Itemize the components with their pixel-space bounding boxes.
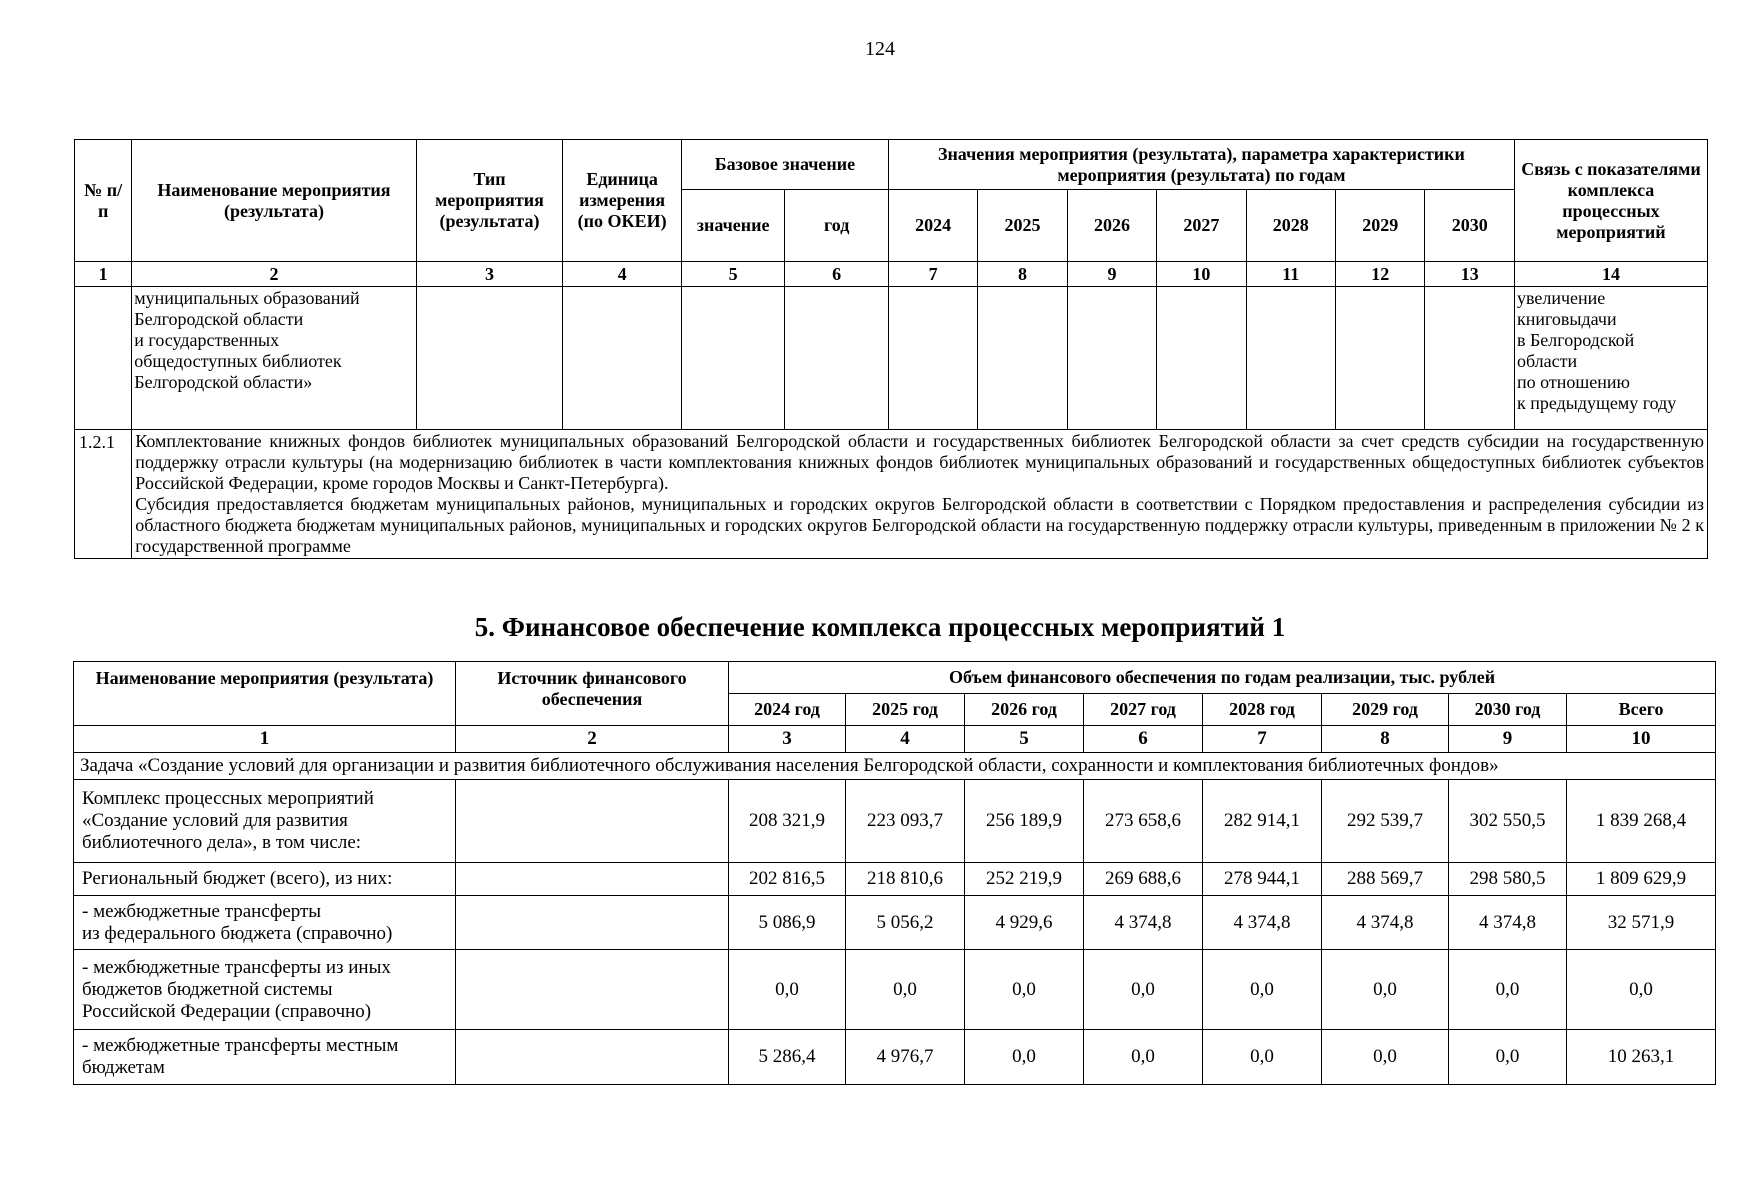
link-line: в Белгородской	[1516, 330, 1635, 350]
label-line: бюджетам	[82, 1057, 165, 1078]
column-number: 6	[785, 262, 889, 287]
header-year: 2025 год	[846, 694, 965, 726]
item-number: 1.2.1	[75, 430, 132, 559]
column-number: 2	[456, 726, 729, 753]
total-cell: 0,0	[1567, 950, 1716, 1030]
name-line: и государственных	[134, 330, 280, 350]
value-cell: 0,0	[1322, 1030, 1449, 1085]
value-cell: 0,0	[729, 950, 846, 1030]
header-values-group: Значения мероприятия (результата), параметра характеристики мероприятия (результата) по годам	[888, 140, 1514, 190]
value-cell: 0,0	[1449, 1030, 1567, 1085]
value-cell: 0,0	[965, 950, 1084, 1030]
value-cell: 282 914,1	[1203, 780, 1322, 863]
column-number: 13	[1425, 262, 1515, 287]
value-cell: 4 374,8	[1449, 896, 1567, 950]
column-number: 7	[888, 262, 977, 287]
header-year: 2026	[1067, 190, 1156, 262]
name-line: Белгородской области»	[134, 372, 313, 392]
column-number: 5	[681, 262, 785, 287]
section-title: 5. Финансовое обеспечение комплекса процессных мероприятий 1	[474, 612, 1286, 642]
row-label	[74, 780, 456, 863]
value-cell: 269 688,6	[1084, 863, 1203, 896]
column-number: 12	[1336, 262, 1425, 287]
value-cell: 0,0	[965, 1030, 1084, 1085]
header-year: 2024	[888, 190, 977, 262]
column-number: 14	[1514, 262, 1707, 287]
link-line: области	[1516, 351, 1578, 371]
description-paragraph: Субсидия предоставляется бюджетам муниципальных районов, муниципальных и городских округов Белгородской области в соответствии с Порядком предоставления и распределения субсидии из областного бюджета бюджетам муниципальных районов, муниципальных и городских округов Белгородской области на государственную поддержку отрасли культуры, приведенным в приложении № 2 к государственной программе	[135, 494, 1704, 556]
task-row	[74, 753, 1716, 780]
header-year: 2026 год	[965, 694, 1084, 726]
table-row	[74, 896, 1716, 950]
label-line: из федерального бюджета (справочно)	[82, 922, 393, 944]
header-year: 2027 год	[1084, 694, 1203, 726]
total-cell: 1 839 268,4	[1567, 780, 1716, 863]
header-volume: Объем финансового обеспечения по годам реализации, тыс. рублей	[729, 662, 1716, 694]
value-cell: 0,0	[1084, 1030, 1203, 1085]
header-base: Базовое значение	[681, 140, 888, 190]
column-numbers-row	[74, 726, 1716, 753]
header-year: 2027	[1157, 190, 1246, 262]
column-number: 1	[74, 726, 456, 753]
row-label	[74, 896, 456, 950]
column-number: 5	[965, 726, 1084, 753]
header-type: Тип мероприятия (результата)	[416, 140, 563, 262]
value-cell: 256 189,9	[965, 780, 1084, 863]
header-name: Наименование мероприятия (результата)	[74, 662, 456, 726]
value-cell: 4 374,8	[1322, 896, 1449, 950]
value-cell: 292 539,7	[1322, 780, 1449, 863]
header-source: Источник финансового обеспечения	[456, 662, 729, 726]
continued-link	[1514, 287, 1707, 430]
value-cell: 4 976,7	[846, 1030, 965, 1085]
value-cell: 5 086,9	[729, 896, 846, 950]
task-text: Задача «Создание условий для организации и развития библиотечного обслуживания населения Белгородской области, сохранности и комплектования библиотечных фондов»	[74, 753, 1716, 780]
total-cell: 1 809 629,9	[1567, 863, 1716, 896]
column-numbers-row	[75, 262, 1708, 287]
label-line: «Создание условий для развития	[82, 810, 348, 831]
value-cell: 302 550,5	[1449, 780, 1567, 863]
row-source	[456, 950, 729, 1030]
row-source	[456, 780, 729, 863]
column-number: 11	[1246, 262, 1335, 287]
row-label	[74, 950, 456, 1030]
value-cell: 5 056,2	[846, 896, 965, 950]
header-year: 2029	[1336, 190, 1425, 262]
column-number: 7	[1203, 726, 1322, 753]
column-number: 1	[75, 262, 132, 287]
table-row	[74, 780, 1716, 863]
header-base-value: значение	[681, 190, 785, 262]
name-line: общедоступных библиотек	[134, 351, 342, 371]
value-cell: 5 286,4	[729, 1030, 846, 1085]
value-cell: 0,0	[846, 950, 965, 1030]
label-line: - межбюджетные трансферты из иных	[82, 956, 391, 978]
value-cell: 0,0	[1203, 950, 1322, 1030]
label-line: - межбюджетные трансферты	[82, 900, 322, 922]
column-number: 3	[416, 262, 563, 287]
value-cell: 288 569,7	[1322, 863, 1449, 896]
table-row	[74, 863, 1716, 896]
header-year: 2028 год	[1203, 694, 1322, 726]
item-row	[75, 430, 1708, 559]
page-number: 124	[865, 38, 895, 60]
header-year: 2030	[1425, 190, 1515, 262]
value-cell: 4 374,8	[1203, 896, 1322, 950]
header-year: 2029 год	[1322, 694, 1449, 726]
header-year: 2030 год	[1449, 694, 1567, 726]
value-cell: 278 944,1	[1203, 863, 1322, 896]
continued-name	[132, 287, 416, 430]
activities-table	[74, 139, 1708, 559]
column-number: 10	[1567, 726, 1716, 753]
table-row	[74, 950, 1716, 1030]
total-cell: 10 263,1	[1567, 1030, 1716, 1085]
value-cell: 208 321,9	[729, 780, 846, 863]
column-number: 4	[563, 262, 682, 287]
value-cell: 0,0	[1322, 950, 1449, 1030]
header-num: № п/п	[75, 140, 132, 262]
column-number: 9	[1067, 262, 1156, 287]
value-cell: 0,0	[1203, 1030, 1322, 1085]
label-line: библиотечного дела», в том числе:	[82, 832, 362, 853]
column-number: 9	[1449, 726, 1567, 753]
label-line: Комплекс процессных мероприятий	[82, 788, 374, 809]
column-number: 10	[1157, 262, 1246, 287]
column-number: 8	[978, 262, 1067, 287]
item-description	[132, 430, 1708, 559]
header-year: 2024 год	[729, 694, 846, 726]
value-cell: 4 374,8	[1084, 896, 1203, 950]
label-line: - межбюджетные трансферты местным	[82, 1035, 399, 1056]
header-year: 2028	[1246, 190, 1335, 262]
row-label	[74, 1030, 456, 1085]
table-row	[74, 1030, 1716, 1085]
link-line: увеличение	[1516, 288, 1606, 308]
value-cell: 273 658,6	[1084, 780, 1203, 863]
column-number: 8	[1322, 726, 1449, 753]
name-line: муниципальных образований	[134, 288, 360, 308]
value-cell: 4 929,6	[965, 896, 1084, 950]
value-cell: 202 816,5	[729, 863, 846, 896]
value-cell: 218 810,6	[846, 863, 965, 896]
label-line: Российской Федерации (справочно)	[82, 1000, 372, 1022]
description-paragraph: Комплектование книжных фондов библиотек муниципальных образований Белгородской области и государственных библиотек Белгородской области за счет средств субсидии на государственную поддержку отрасли культуры (на модернизацию библиотек в части комплектования книжных фондов библиотек муниципальных образований и государственных общедоступных библиотек субъектов Российской Федерации, кроме городов Москвы и Санкт-Петербурга).	[135, 431, 1704, 493]
value-cell: 223 093,7	[846, 780, 965, 863]
column-number: 2	[132, 262, 416, 287]
label-line: Региональный бюджет (всего), из них:	[82, 868, 393, 889]
financing-table	[73, 661, 1716, 1085]
row-source	[456, 863, 729, 896]
header-link: Связь с показателями комплекса процессных мероприятий	[1514, 140, 1707, 262]
link-line: по отношению	[1516, 372, 1630, 392]
total-cell: 32 571,9	[1567, 896, 1716, 950]
header-unit: Единица измерения (по ОКЕИ)	[563, 140, 682, 262]
name-line: Белгородской области	[134, 309, 304, 329]
link-line: книговыдачи	[1516, 309, 1617, 329]
header-name: Наименование мероприятия (результата)	[132, 140, 416, 262]
row-source	[456, 896, 729, 950]
continued-row	[75, 287, 1708, 430]
header-year: 2025	[978, 190, 1067, 262]
column-number: 6	[1084, 726, 1203, 753]
value-cell: 0,0	[1084, 950, 1203, 1030]
value-cell: 0,0	[1449, 950, 1567, 1030]
value-cell: 252 219,9	[965, 863, 1084, 896]
header-total: Всего	[1567, 694, 1716, 726]
label-line: бюджетов бюджетной системы	[82, 978, 333, 1000]
link-line: к предыдущему году	[1516, 393, 1677, 413]
row-source	[456, 1030, 729, 1085]
column-number: 3	[729, 726, 846, 753]
header-base-year: год	[785, 190, 889, 262]
column-number: 4	[846, 726, 965, 753]
row-label	[74, 863, 456, 896]
value-cell: 298 580,5	[1449, 863, 1567, 896]
